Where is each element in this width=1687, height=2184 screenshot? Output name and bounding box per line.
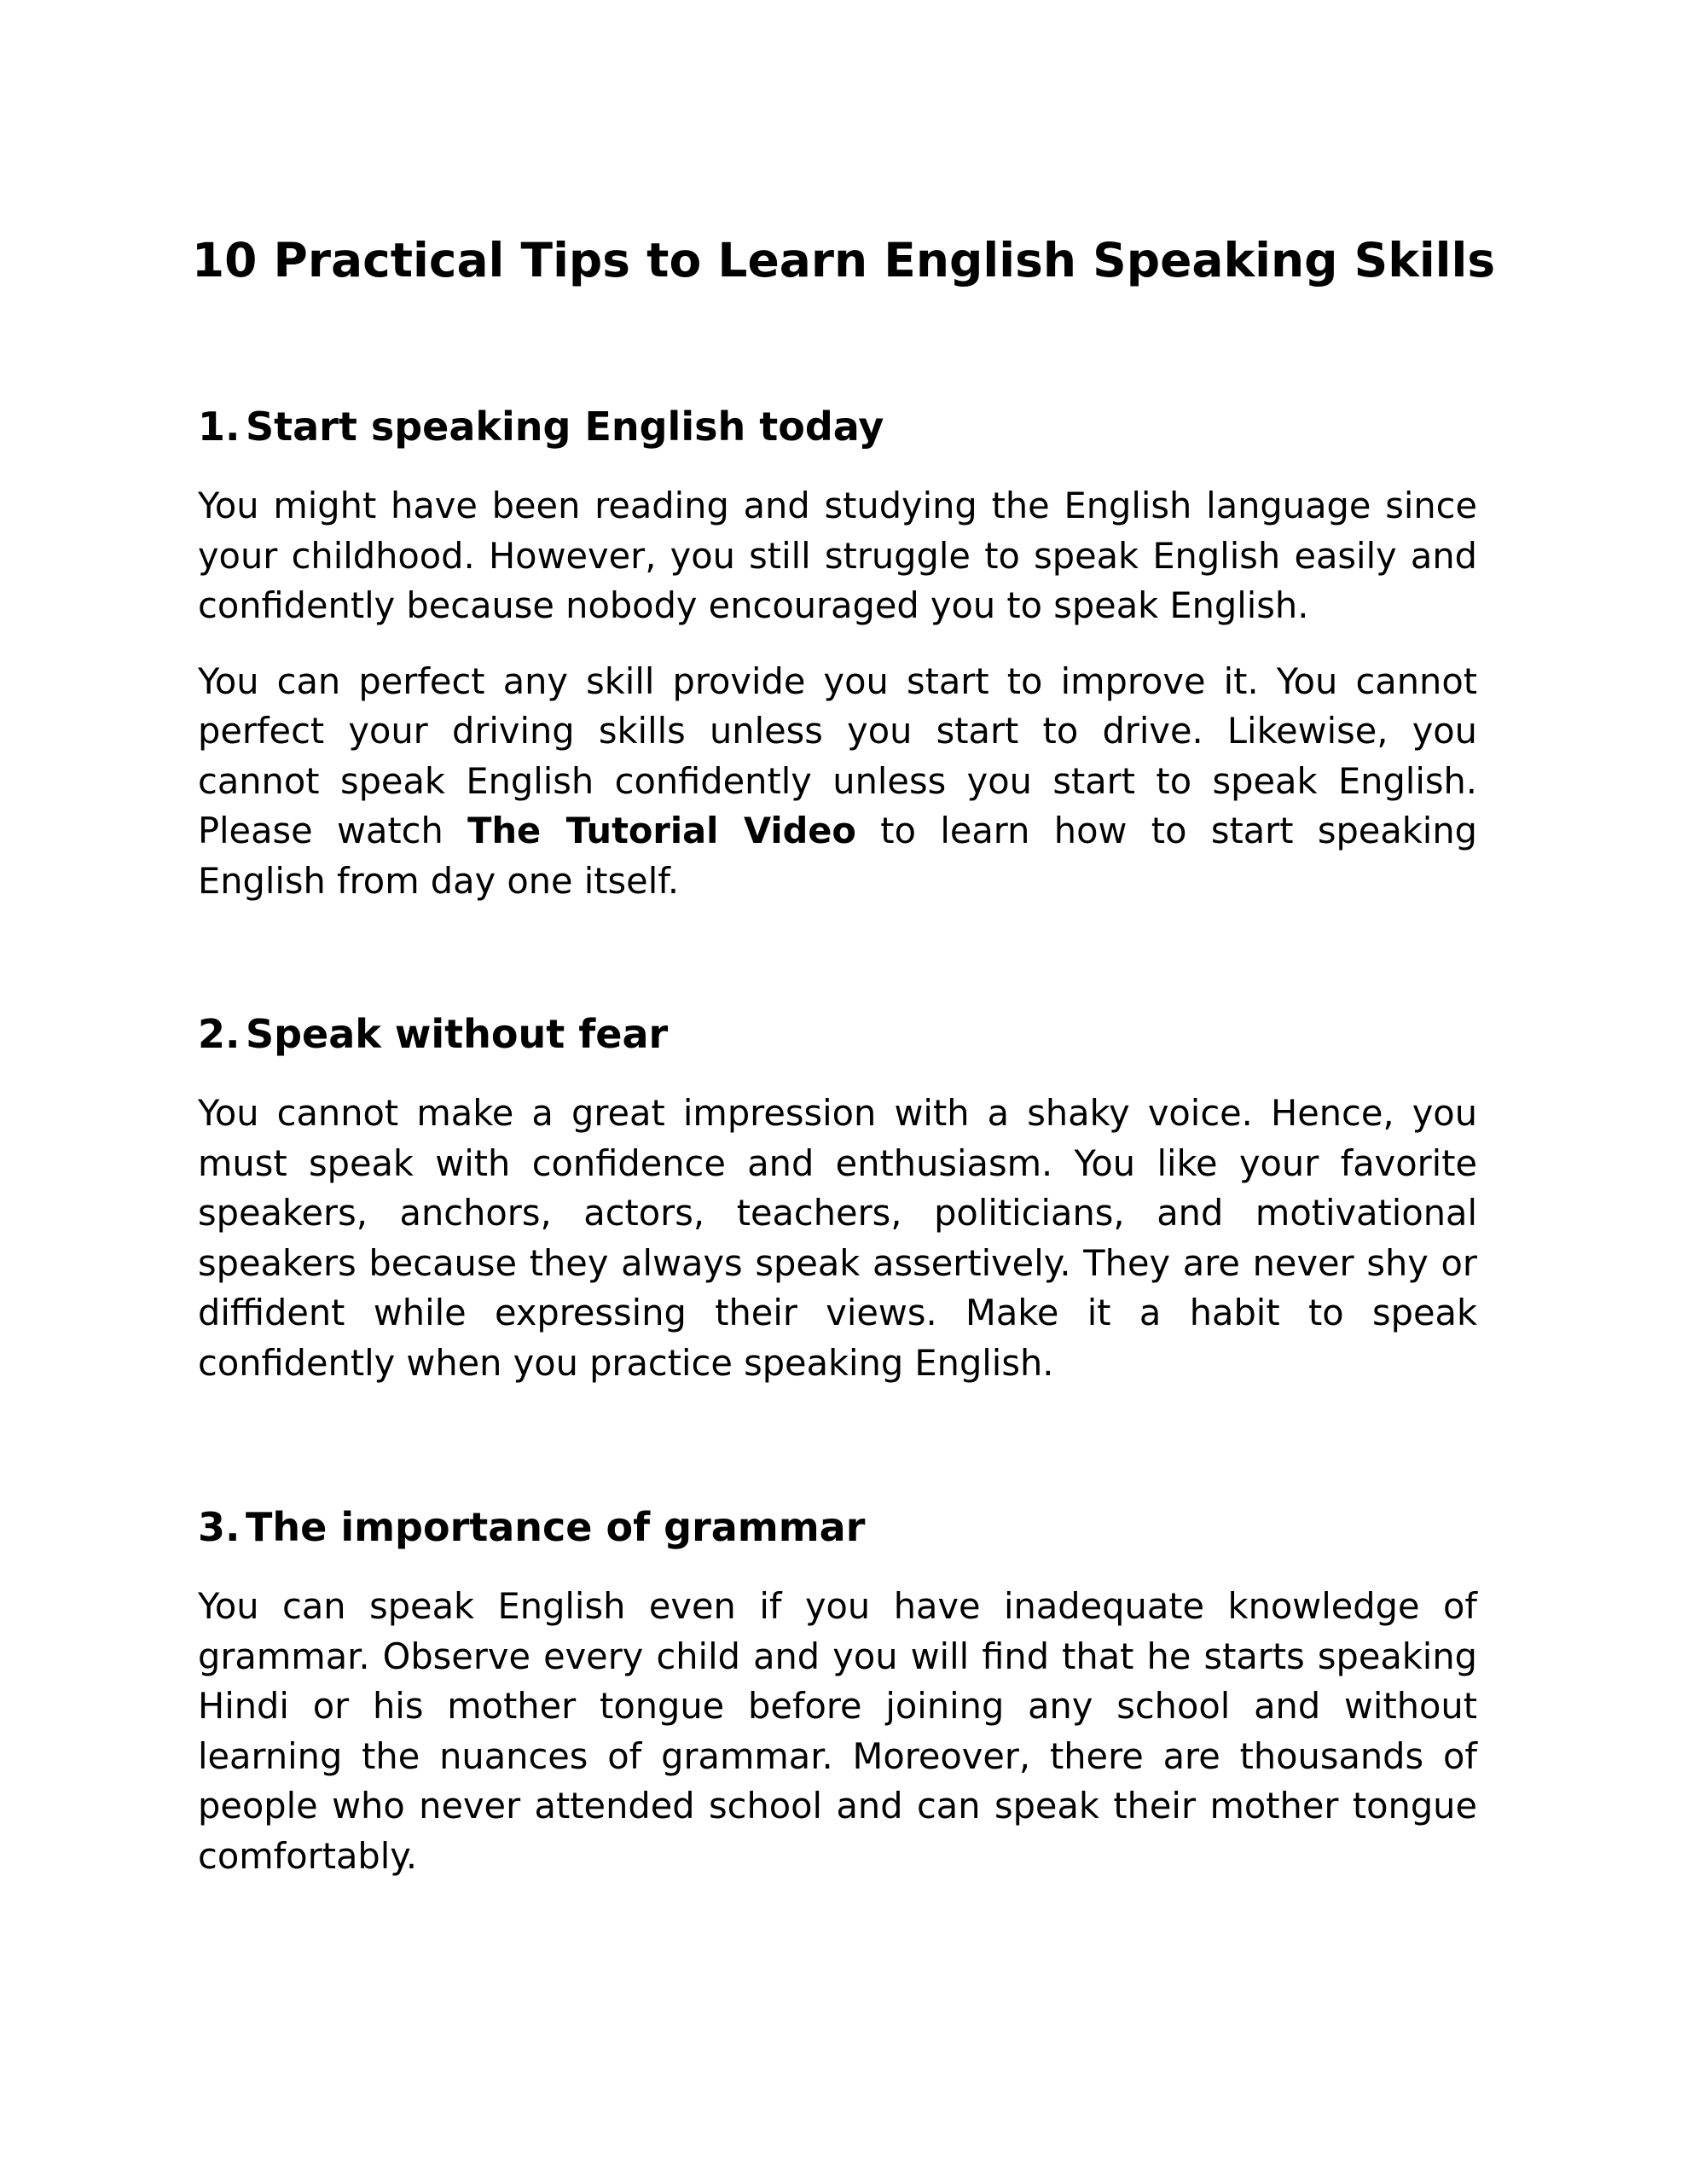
section-number: 2. <box>198 1011 241 1057</box>
paragraph: You might have been reading and studying the English language since your childhood. However, you still struggle to speak English easily and confidently because nobody encouraged you to speak English. <box>198 485 1477 626</box>
section-heading-text: Speak without fear <box>246 1011 669 1057</box>
paragraph: You cannot make a great impression with a shaky voice. Hence, you must speak with confidence and enthusiasm. You like your favorite speakers, anchors, actors, teachers, politicians, and motivational speakers because they always speak assertively. They are never shy or diffident while expressing their views. Make it a habit to speak confidently when you practice speaking English. <box>198 1092 1477 1384</box>
section-number: 1. <box>198 404 241 450</box>
paragraph-text: to learn how to start speaking English from day one itself. <box>198 810 1477 902</box>
section-number: 3. <box>198 1504 241 1550</box>
paragraph <box>198 657 1477 907</box>
section-importance-of-grammar <box>198 1502 1477 1881</box>
page-title: 10 Practical Tips to Learn English Speaking Skills <box>191 233 1496 288</box>
section-heading-text: Start speaking English today <box>246 404 884 450</box>
tutorial-video-link[interactable]: The Tutorial Video <box>467 810 856 851</box>
section-speak-without-fear <box>198 1008 1477 1388</box>
section-heading <box>198 1502 1477 1553</box>
paragraph-text: You can perfect any skill provide you start to improve it. You cannot perfect your driving skills unless you start to drive. Likewise, you cannot speak English confidently unless you start to speak English. Please watch <box>198 659 1477 851</box>
section-heading-text: The importance of grammar <box>246 1504 866 1550</box>
section-start-speaking <box>198 401 1477 906</box>
section-heading <box>198 1008 1477 1060</box>
section-heading <box>198 401 1477 452</box>
paragraph: You can speak English even if you have inadequate knowledge of grammar. Observe every child and you will find that he starts speaking Hindi or his mother tongue before joining any school and without learning the nuances of grammar. Moreover, there are thousands of people who never attended school and can speak their mother tongue comfortably. <box>198 1585 1477 1877</box>
